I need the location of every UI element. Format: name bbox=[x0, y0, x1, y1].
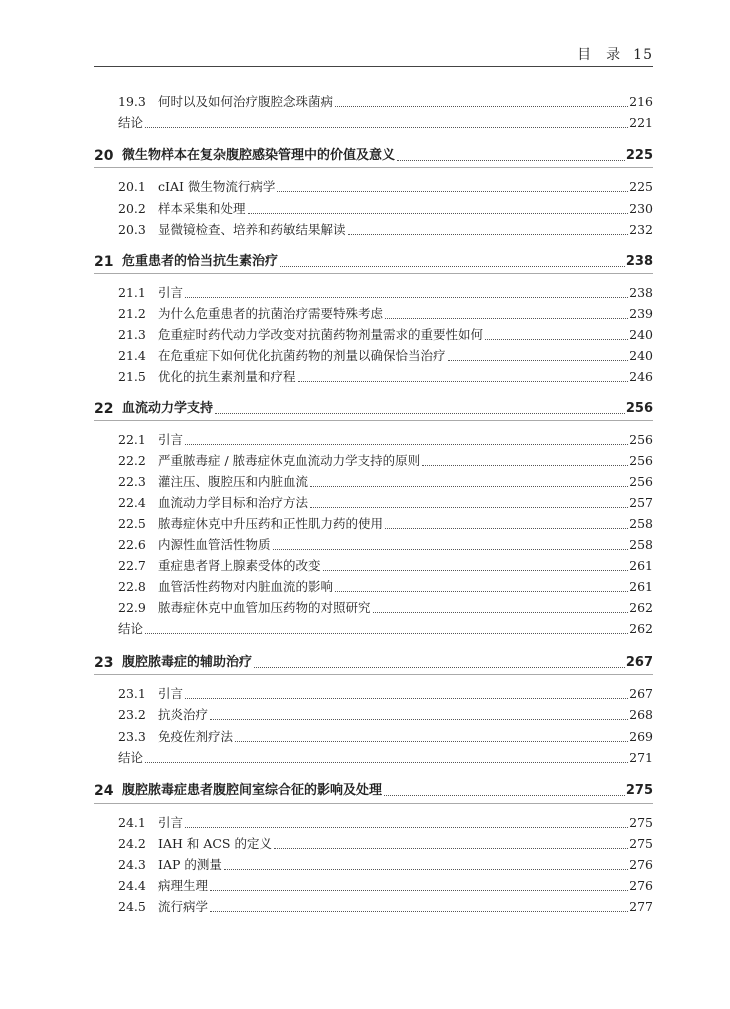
toc-page-number: 277 bbox=[629, 899, 653, 914]
toc-leader-dots bbox=[280, 266, 625, 267]
toc-section-row[interactable] bbox=[0, 813, 730, 833]
toc-entry-number: 22.1 bbox=[118, 432, 146, 447]
toc-entry-number: 24 bbox=[94, 783, 114, 799]
toc-section-row[interactable] bbox=[0, 367, 730, 387]
toc-leader-dots bbox=[335, 591, 628, 592]
toc-section-row[interactable] bbox=[0, 855, 730, 875]
toc-leader-dots bbox=[385, 318, 628, 319]
toc-page-number: 271 bbox=[629, 750, 653, 765]
toc-leader-dots bbox=[185, 827, 628, 828]
chapter-divider bbox=[94, 167, 653, 168]
toc-entry-title: 结论 bbox=[118, 621, 144, 636]
toc-leader-dots bbox=[323, 570, 629, 571]
toc-page-number: 240 bbox=[629, 348, 653, 363]
toc-chapter-row[interactable] bbox=[0, 252, 730, 272]
toc-entry-number: 20 bbox=[94, 148, 114, 164]
toc-entry-title: cIAI 微生物流行病学 bbox=[158, 179, 276, 194]
toc-page-number: 232 bbox=[629, 222, 653, 237]
toc-entry-number: 23.2 bbox=[118, 707, 146, 722]
toc-leader-dots bbox=[422, 465, 628, 466]
toc-entry-number: 24.1 bbox=[118, 815, 146, 830]
toc-entry-number: 21 bbox=[94, 254, 114, 270]
toc-entry-number: 20.3 bbox=[118, 222, 146, 237]
toc-section-row[interactable] bbox=[0, 325, 730, 345]
toc-entry-number: 22.2 bbox=[118, 453, 146, 468]
toc-leader-dots bbox=[310, 486, 628, 487]
toc-entry-title: 脓毒症休克中血管加压药物的对照研究 bbox=[158, 600, 371, 615]
toc-chapter-row[interactable] bbox=[0, 399, 730, 419]
toc-entry-number: 24.2 bbox=[118, 836, 146, 851]
toc-entry-number: 23.3 bbox=[118, 729, 146, 744]
toc-section-row[interactable] bbox=[0, 577, 730, 597]
toc-leader-dots bbox=[235, 741, 628, 742]
toc-leader-dots bbox=[273, 549, 629, 550]
toc-leader-dots bbox=[448, 360, 629, 361]
toc-entry-title: 引言 bbox=[158, 815, 184, 830]
toc-leader-dots bbox=[397, 160, 625, 161]
toc-page-number: 261 bbox=[629, 579, 653, 594]
toc-page-number: 267 bbox=[625, 655, 653, 670]
toc-page-number: 221 bbox=[629, 115, 653, 130]
toc-section-row[interactable] bbox=[0, 598, 730, 618]
toc-section-row[interactable] bbox=[0, 876, 730, 896]
toc-page-number: 256 bbox=[629, 453, 653, 468]
toc-section-row[interactable] bbox=[0, 514, 730, 534]
toc-entry-title: 结论 bbox=[118, 750, 144, 765]
toc-entry-title: 重症患者肾上腺素受体的改变 bbox=[158, 558, 321, 573]
header-title-a: 目 bbox=[577, 47, 593, 63]
toc-entry-number: 21.3 bbox=[118, 327, 146, 342]
toc-leader-dots bbox=[254, 667, 625, 668]
toc-page-number: 275 bbox=[629, 836, 653, 851]
toc-leader-dots bbox=[310, 507, 628, 508]
toc-section-row[interactable] bbox=[0, 451, 730, 471]
toc-entry-number: 21.2 bbox=[118, 306, 146, 321]
toc-entry-title: 抗炎治疗 bbox=[158, 707, 209, 722]
toc-leader-dots bbox=[485, 339, 628, 340]
toc-entry-title: IAH 和 ACS 的定义 bbox=[158, 836, 272, 851]
toc-entry-number: 23.1 bbox=[118, 686, 146, 701]
toc-section-row[interactable] bbox=[0, 177, 730, 197]
toc-leader-dots bbox=[373, 612, 629, 613]
toc-page-number: 225 bbox=[629, 179, 653, 194]
toc-page-number: 268 bbox=[629, 707, 653, 722]
toc-section-row[interactable] bbox=[0, 304, 730, 324]
toc-section-row[interactable] bbox=[0, 727, 730, 747]
toc-entry-number: 19.3 bbox=[118, 94, 146, 109]
toc-entry-title: 灌注压、腹腔压和内脏血流 bbox=[158, 474, 309, 489]
toc-entry-title: 结论 bbox=[118, 115, 144, 130]
toc-entry-title: 引言 bbox=[158, 432, 184, 447]
toc-leader-dots bbox=[385, 528, 628, 529]
chapter-divider bbox=[94, 273, 653, 274]
toc-page-number: 275 bbox=[625, 783, 653, 798]
toc-entry-number: 22.7 bbox=[118, 558, 146, 573]
toc-page-number: 257 bbox=[629, 495, 653, 510]
toc-page-number: 239 bbox=[629, 306, 653, 321]
toc-conclusion-row[interactable] bbox=[0, 619, 730, 639]
toc-leader-dots bbox=[384, 795, 625, 796]
toc-section-row[interactable] bbox=[0, 346, 730, 366]
toc-conclusion-row[interactable] bbox=[0, 748, 730, 768]
toc-leader-dots bbox=[277, 191, 628, 192]
toc-entry-title: 危重症时药代动力学改变对抗菌药物剂量需求的重要性如何 bbox=[158, 327, 484, 342]
toc-entry-title: 内源性血管活性物质 bbox=[158, 537, 271, 552]
toc-entry-title: 微生物样本在复杂腹腔感染管理中的价值及意义 bbox=[122, 148, 396, 163]
toc-entry-number: 20.2 bbox=[118, 201, 146, 216]
toc-leader-dots bbox=[185, 297, 628, 298]
toc-entry-number: 22.8 bbox=[118, 579, 146, 594]
header-title-b: 录 bbox=[606, 47, 622, 63]
toc-page-number: 262 bbox=[629, 600, 653, 615]
toc-entry-title: 在危重症下如何优化抗菌药物的剂量以确保恰当治疗 bbox=[158, 348, 446, 363]
toc-entry-number: 24.4 bbox=[118, 878, 146, 893]
toc-leader-dots bbox=[335, 106, 628, 107]
toc-entry-title: 脓毒症休克中升压药和正性肌力药的使用 bbox=[158, 516, 384, 531]
toc-leader-dots bbox=[224, 869, 628, 870]
toc-entry-title: 严重脓毒症 / 脓毒症休克血流动力学支持的原则 bbox=[158, 453, 421, 468]
toc-entry-number: 22.3 bbox=[118, 474, 146, 489]
toc-leader-dots bbox=[248, 213, 629, 214]
toc-conclusion-row[interactable] bbox=[0, 113, 730, 133]
toc-section-row[interactable] bbox=[0, 220, 730, 240]
toc-page-number: 276 bbox=[629, 857, 653, 872]
toc-leader-dots bbox=[210, 911, 628, 912]
toc-section-row[interactable] bbox=[0, 834, 730, 854]
toc-leader-dots bbox=[274, 848, 628, 849]
toc-entry-title: 腹腔脓毒症的辅助治疗 bbox=[122, 655, 253, 670]
toc-page-number: 246 bbox=[629, 369, 653, 384]
toc-leader-dots bbox=[210, 890, 628, 891]
toc-entry-title: 引言 bbox=[158, 686, 184, 701]
toc-leader-dots bbox=[215, 413, 625, 414]
toc-entry-title: 血流动力学目标和治疗方法 bbox=[158, 495, 309, 510]
toc-page-number: 240 bbox=[629, 327, 653, 342]
toc-entry-number: 22.5 bbox=[118, 516, 146, 531]
running-header bbox=[94, 44, 653, 67]
toc-entry-title: 血管活性药物对内脏血流的影响 bbox=[158, 579, 334, 594]
toc-page-number: 216 bbox=[629, 94, 653, 109]
toc-page-number: 267 bbox=[629, 686, 653, 701]
toc-entry-title: 何时以及如何治疗腹腔念珠菌病 bbox=[158, 94, 334, 109]
chapter-divider bbox=[94, 674, 653, 675]
toc-leader-dots bbox=[298, 381, 629, 382]
toc-page-number: 262 bbox=[629, 621, 653, 636]
toc-section-row[interactable] bbox=[0, 535, 730, 555]
toc-entry-number: 20.1 bbox=[118, 179, 146, 194]
toc-section-row[interactable] bbox=[0, 684, 730, 704]
toc-leader-dots bbox=[210, 719, 628, 720]
toc-page-number: 256 bbox=[629, 474, 653, 489]
toc-page-number: 258 bbox=[629, 516, 653, 531]
toc-page-number: 238 bbox=[629, 285, 653, 300]
toc-chapter-row[interactable] bbox=[0, 146, 730, 166]
toc-chapter-row[interactable] bbox=[0, 781, 730, 801]
toc-page-number: 258 bbox=[629, 537, 653, 552]
toc-page-number: 225 bbox=[625, 148, 653, 163]
toc-page-number: 275 bbox=[629, 815, 653, 830]
toc-section-row[interactable] bbox=[0, 199, 730, 219]
toc-entry-number: 23 bbox=[94, 655, 114, 671]
toc-page-number: 261 bbox=[629, 558, 653, 573]
toc-section-row[interactable] bbox=[0, 430, 730, 450]
toc-entry-title: 流行病学 bbox=[158, 899, 209, 914]
toc-leader-dots bbox=[145, 633, 628, 634]
toc-section-row[interactable] bbox=[0, 92, 730, 112]
toc-page-number: 256 bbox=[625, 401, 653, 416]
toc-entry-title: 样本采集和处理 bbox=[158, 201, 246, 216]
toc-leader-dots bbox=[185, 444, 628, 445]
toc-page-number: 238 bbox=[625, 254, 653, 269]
header-title bbox=[577, 44, 653, 64]
toc-entry-title: 血流动力学支持 bbox=[122, 401, 214, 416]
toc-entry-title: 危重患者的恰当抗生素治疗 bbox=[122, 254, 279, 269]
toc-page-number: 276 bbox=[629, 878, 653, 893]
toc-entry-number: 22.6 bbox=[118, 537, 146, 552]
toc-entry-title: 腹腔脓毒症患者腹腔间室综合征的影响及处理 bbox=[122, 783, 383, 798]
toc-entry-title: 免疫佐剂疗法 bbox=[158, 729, 234, 744]
toc-section-row[interactable] bbox=[0, 897, 730, 917]
toc-entry-number: 22 bbox=[94, 401, 114, 417]
toc-page-number: 230 bbox=[629, 201, 653, 216]
toc-entry-number: 21.4 bbox=[118, 348, 146, 363]
toc-entry-title: 优化的抗生素剂量和疗程 bbox=[158, 369, 296, 384]
toc-entry-title: 引言 bbox=[158, 285, 184, 300]
toc-entry-title: 显微镜检查、培养和药敏结果解读 bbox=[158, 222, 346, 237]
toc-page-number: 269 bbox=[629, 729, 653, 744]
toc-section-row[interactable] bbox=[0, 283, 730, 303]
chapter-divider bbox=[94, 803, 653, 804]
toc-section-row[interactable] bbox=[0, 493, 730, 513]
toc-entry-title: 为什么危重患者的抗菌治疗需要特殊考虑 bbox=[158, 306, 384, 321]
toc-leader-dots bbox=[348, 234, 629, 235]
toc-leader-dots bbox=[185, 698, 628, 699]
toc-entry-number: 22.4 bbox=[118, 495, 146, 510]
toc-section-row[interactable] bbox=[0, 556, 730, 576]
toc-entry-number: 22.9 bbox=[118, 600, 146, 615]
toc-leader-dots bbox=[145, 127, 628, 128]
toc-section-row[interactable] bbox=[0, 472, 730, 492]
chapter-divider bbox=[94, 420, 653, 421]
toc-page-number: 256 bbox=[629, 432, 653, 447]
toc-leader-dots bbox=[145, 762, 628, 763]
toc-entry-number: 21.1 bbox=[118, 285, 146, 300]
toc-chapter-row[interactable] bbox=[0, 653, 730, 673]
toc-entry-number: 24.3 bbox=[118, 857, 146, 872]
toc-entry-number: 24.5 bbox=[118, 899, 146, 914]
toc-section-row[interactable] bbox=[0, 705, 730, 725]
toc-entry-title: 病理生理 bbox=[158, 878, 209, 893]
header-page-number: 15 bbox=[633, 47, 653, 63]
toc-entry-number: 21.5 bbox=[118, 369, 146, 384]
toc-entry-title: IAP 的测量 bbox=[158, 857, 222, 872]
